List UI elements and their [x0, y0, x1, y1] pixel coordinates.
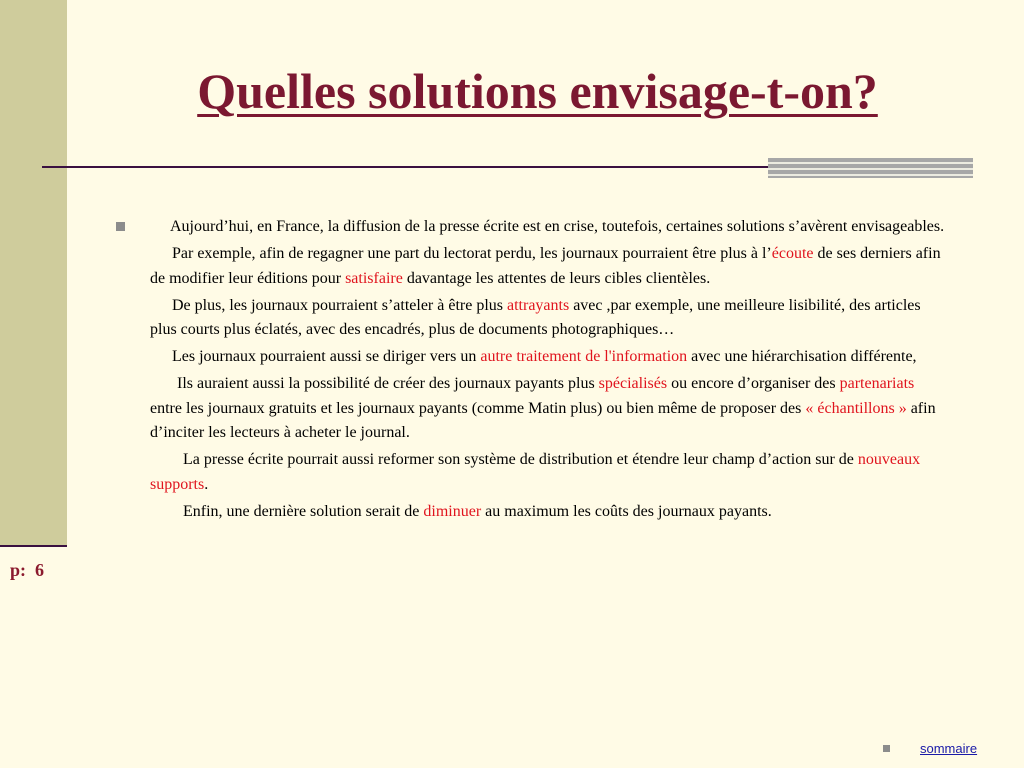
highlight-diminuer: diminuer	[423, 502, 482, 520]
paragraph-text: .	[204, 475, 209, 493]
paragraph-specialises	[150, 372, 945, 446]
highlight-ecoute: écoute	[771, 245, 814, 262]
title-divider	[42, 166, 782, 168]
paragraph-text: Les journaux pourraient aussi se diriger vers un	[172, 348, 481, 365]
highlight-traitement: autre traitement de l'information	[480, 348, 688, 365]
paragraph-diminuer	[150, 500, 945, 525]
paragraph-text: avec une hiérarchisation différente,	[687, 348, 917, 365]
title-decoration-bar	[768, 158, 973, 178]
paragraph-text: ou encore d’organiser des	[667, 375, 840, 392]
paragraph-attrayants	[150, 294, 945, 343]
highlight-supports: nouveaux supports	[150, 451, 921, 493]
paragraph-text: Ils auraient aussi la possibilité de créer des journaux payants plus	[177, 375, 599, 392]
paragraph-text: entre les journaux gratuits et les journaux payants (comme Matin plus) ou bien même de proposer des	[150, 399, 806, 417]
paragraph-text: Aujourd’hui, en France, la diffusion de la presse écrite est en crise, toutefois, certaines solutions s’avèrent envisageables.	[170, 218, 945, 235]
paragraph-text: La presse écrite pourrait aussi reformer son système de distribution et étendre leur champ d’action sur de	[183, 451, 858, 468]
slide-title: Quelles solutions envisage-t-on?	[197, 63, 878, 119]
highlight-attrayants: attrayants	[507, 296, 570, 314]
paragraph-ecoute	[150, 242, 945, 291]
paragraph-traitement	[150, 345, 945, 370]
paragraph-text: de ses derniers afin de modifier leur éditions pour	[150, 245, 941, 287]
highlight-satisfaire: satisfaire	[345, 269, 403, 287]
sommaire-link[interactable]: sommaire	[920, 741, 978, 756]
highlight-echantillons: « échantillons »	[805, 399, 911, 417]
paragraph-text: afin d’inciter les lecteurs à acheter le journal.	[150, 399, 936, 441]
highlight-specialises: spécialisés	[598, 375, 668, 392]
paragraph-intro	[150, 215, 945, 240]
highlight-partenariats: partenariats	[839, 375, 915, 392]
paragraph-text: Enfin, une dernière solution serait de	[183, 502, 424, 520]
slide-body	[150, 215, 945, 527]
sidebar-divider	[0, 545, 67, 547]
paragraph-supports	[150, 448, 945, 497]
page-number: p: 6	[10, 560, 45, 580]
paragraph-text: davantage les attentes de leurs cibles clientèles.	[402, 269, 711, 287]
bullet-square-icon	[116, 222, 125, 231]
paragraph-text: au maximum les coûts des journaux payants.	[481, 502, 772, 520]
paragraph-text: De plus, les journaux pourraient s’atteler à être plus	[172, 296, 507, 314]
paragraph-text: avec ,par exemple, une meilleure lisibilité, des articles plus courts plus éclatés, avec des encadrés, plus de documents photographiques…	[150, 296, 921, 338]
paragraph-text: Par exemple, afin de regagner une part du lectorat perdu, les journaux pourraient être plus à l’	[172, 245, 772, 262]
footer-bullet-icon	[883, 745, 890, 752]
